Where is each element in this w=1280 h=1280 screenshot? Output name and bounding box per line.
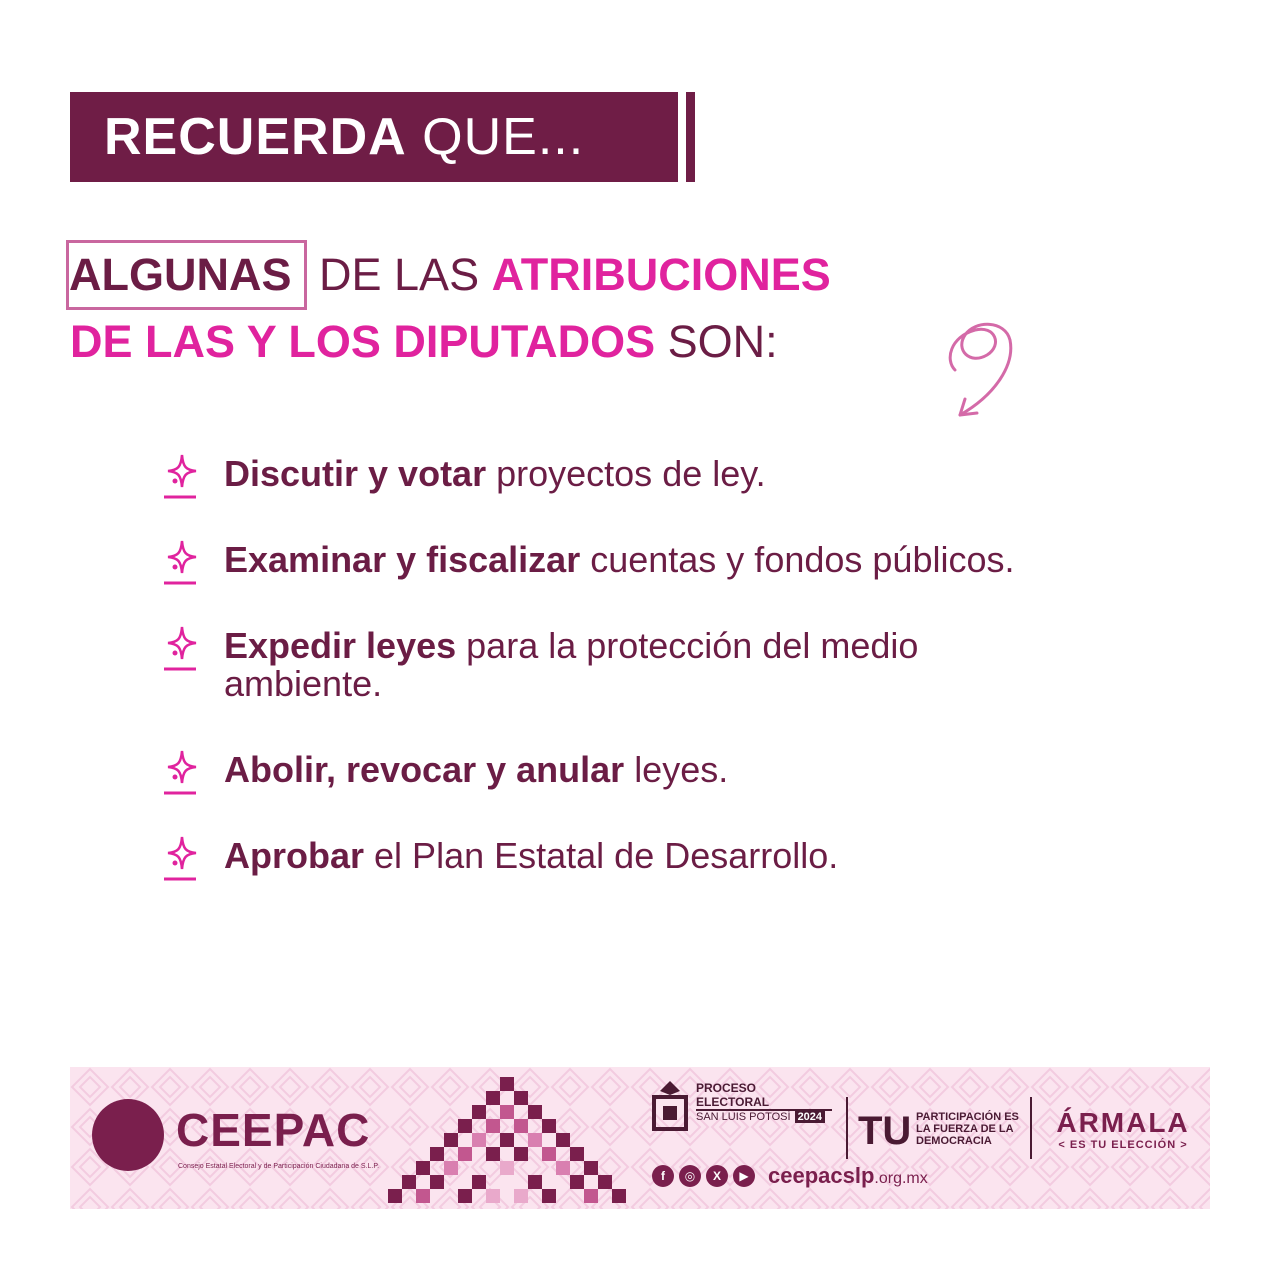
banner-title-bold: RECUERDA xyxy=(104,108,407,166)
item-bold: Aprobar xyxy=(224,835,365,876)
banner-title-light: QUE... xyxy=(422,108,585,166)
item-bold: Abolir, revocar y anular xyxy=(224,749,625,790)
sparkle-icon xyxy=(160,623,202,675)
proceso-year: 2024 xyxy=(795,1111,825,1123)
banner-title xyxy=(104,107,584,167)
list-item xyxy=(160,751,1080,789)
headline xyxy=(70,240,831,374)
ceepac-logo-icon xyxy=(92,1099,164,1171)
item-bold: Discutir y votar xyxy=(224,453,487,494)
facebook-icon[interactable]: f xyxy=(652,1165,674,1187)
footer-divider xyxy=(1030,1097,1032,1159)
attributions-list xyxy=(160,455,1080,923)
sparkle-icon xyxy=(160,537,202,589)
item-rest: proyectos de ley. xyxy=(496,453,766,494)
item-rest: para la protección del medio ambiente. xyxy=(224,625,919,704)
item-rest: el Plan Estatal de Desarrollo. xyxy=(374,835,839,876)
footer-divider xyxy=(846,1097,848,1159)
list-item xyxy=(160,541,1080,579)
item-rest: leyes. xyxy=(634,749,729,790)
ceepac-logo xyxy=(92,1095,380,1185)
website-link[interactable]: ceepacslp.org.mx xyxy=(768,1163,928,1188)
proceso-electoral-logo xyxy=(652,1081,832,1123)
list-item xyxy=(160,455,1080,493)
instagram-icon[interactable]: ◎ xyxy=(679,1165,701,1187)
headline-part1: DE LAS xyxy=(319,249,480,300)
footer-strip xyxy=(70,1067,1210,1209)
headline-boxed-word: ALGUNAS xyxy=(66,240,307,310)
youtube-icon[interactable]: ▶ xyxy=(733,1165,755,1187)
logo-subtitle: Consejo Estatal Electoral y de Participación Ciudadana de S.L.P. xyxy=(178,1163,380,1170)
item-bold: Expedir leyes xyxy=(224,625,457,666)
header-banner xyxy=(70,92,678,182)
armala-logo xyxy=(1048,1107,1198,1151)
tu-big-text: TU xyxy=(858,1109,912,1153)
proceso-electoral-icon xyxy=(652,1081,688,1131)
x-icon[interactable]: X xyxy=(706,1165,728,1187)
swirl-arrow-icon xyxy=(925,315,1035,425)
banner-accent-bar xyxy=(686,92,695,182)
sparkle-icon xyxy=(160,451,202,503)
tu-small-text: PARTICIPACIÓN ES LA FUERZA DE LA DEMOCRACIA xyxy=(916,1111,1019,1147)
item-rest: cuentas y fondos públicos. xyxy=(590,539,1015,580)
pixel-pyramid-icon xyxy=(388,1077,638,1209)
proceso-line1: PROCESO ELECTORAL xyxy=(696,1081,832,1111)
list-item xyxy=(160,627,1080,703)
headline-part4: SON: xyxy=(667,316,778,367)
armala-subtitle: < ES TU ELECCIÓN > xyxy=(1058,1139,1188,1151)
social-links xyxy=(652,1163,928,1189)
proceso-line2: SAN LUIS POTOSÍ 2024 xyxy=(696,1111,832,1123)
item-bold: Examinar y fiscalizar xyxy=(224,539,581,580)
sparkle-icon xyxy=(160,833,202,885)
logo-name: CEEPAC xyxy=(176,1104,371,1156)
sparkle-icon xyxy=(160,747,202,799)
armala-title: ÁRMALA xyxy=(1056,1107,1190,1138)
headline-part3: DE LAS Y LOS DIPUTADOS xyxy=(70,316,656,367)
headline-part2: ATRIBUCIONES xyxy=(491,249,831,300)
list-item xyxy=(160,837,1080,875)
